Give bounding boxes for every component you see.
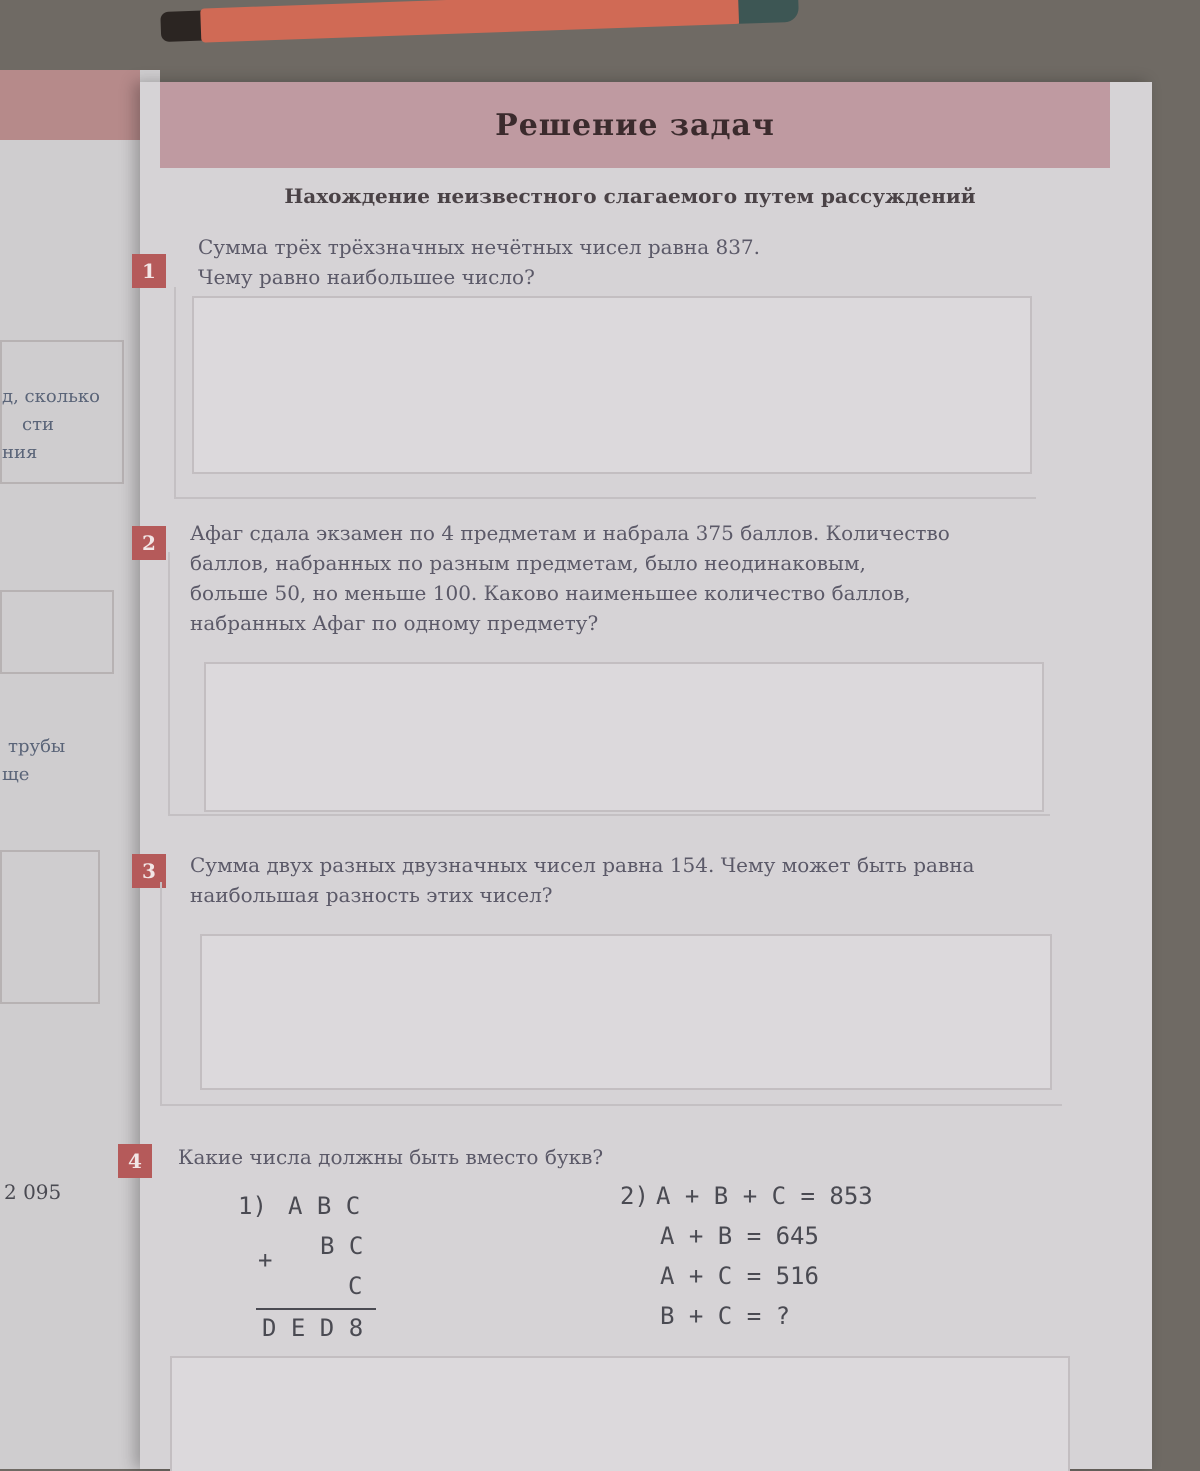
answer-box-4[interactable] bbox=[170, 1356, 1070, 1471]
task-text bbox=[198, 232, 760, 292]
left-page-fragment: сти bbox=[22, 414, 55, 435]
section-subtitle: Нахождение неизвестного слагаемого путем рассуждений bbox=[284, 184, 976, 208]
plus-sign: + bbox=[258, 1246, 273, 1274]
answer-box-3[interactable] bbox=[200, 934, 1052, 1090]
pencil-end bbox=[738, 0, 799, 24]
equation: A + B + C = 853 bbox=[656, 1182, 873, 1210]
task-text-line: баллов, набранных по разным предметам, было неодинаковым, bbox=[190, 551, 866, 575]
left-page-box bbox=[0, 590, 114, 674]
puzzle-result: D E D 8 bbox=[262, 1314, 364, 1342]
page-header bbox=[160, 82, 1110, 168]
task-text-line: Афаг сдала экзамен по 4 предметам и набрала 375 баллов. Количество bbox=[190, 521, 950, 545]
left-page-fragment: д, сколько bbox=[2, 386, 101, 407]
task-text-line: Чему равно наибольшее число? bbox=[198, 265, 535, 289]
answer-box-2[interactable] bbox=[204, 662, 1044, 812]
left-page-fragment: ния bbox=[2, 442, 38, 463]
puzzle-row: B C bbox=[320, 1232, 364, 1260]
puzzle-label: 2) bbox=[620, 1182, 649, 1210]
sum-line bbox=[256, 1308, 376, 1310]
puzzle-row: A B C bbox=[288, 1192, 361, 1220]
workbook-page bbox=[128, 82, 1152, 1469]
task-text-line: Сумма трёх трёхзначных нечётных чисел равна 837. bbox=[198, 235, 761, 259]
task-text-line: наибольшая разность этих чисел? bbox=[190, 883, 553, 907]
task-text-line: Какие числа должны быть вместо букв? bbox=[178, 1145, 604, 1169]
pencil-body bbox=[200, 0, 741, 43]
left-page-fragment: трубы bbox=[8, 736, 66, 757]
task-text-line: больше 50, но меньше 100. Каково наименьшее количество баллов, bbox=[190, 581, 911, 605]
task-text-line: набранных Афаг по одному предмету? bbox=[190, 611, 599, 635]
task-number-badge: 4 bbox=[118, 1144, 152, 1178]
left-page-header-band bbox=[0, 70, 140, 140]
task-number-badge: 2 bbox=[132, 526, 166, 560]
puzzle-label: 1) bbox=[238, 1192, 267, 1220]
pencil bbox=[160, 0, 801, 48]
equation: A + B = 645 bbox=[660, 1222, 819, 1250]
left-page-box bbox=[0, 850, 100, 1004]
equation: B + C = ? bbox=[660, 1302, 791, 1330]
task-number-badge: 1 bbox=[132, 254, 166, 288]
task-text-line: Сумма двух разных двузначных чисел равна 154. Чему может быть равна bbox=[190, 853, 975, 877]
puzzle-row: C bbox=[348, 1272, 363, 1300]
equation: A + C = 516 bbox=[660, 1262, 819, 1290]
page-title: Решение задач bbox=[495, 107, 775, 143]
left-page-fragment: 2 095 bbox=[4, 1180, 62, 1204]
task-text bbox=[178, 1142, 603, 1172]
left-page-fragment: ще bbox=[2, 764, 30, 785]
task-number-badge: 3 bbox=[132, 854, 166, 888]
answer-box-1[interactable] bbox=[192, 296, 1032, 474]
